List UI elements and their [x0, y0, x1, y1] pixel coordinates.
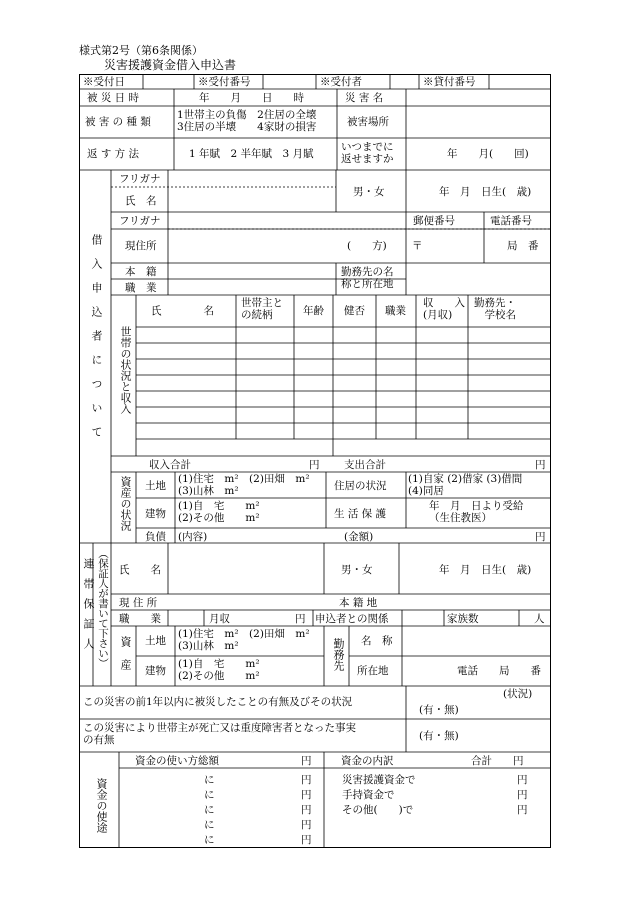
- household-side-label: 世帯の状況と収入: [119, 326, 132, 414]
- occupation-label: 職 業: [125, 282, 157, 294]
- guarantor-address-label: 現 住 所: [119, 597, 158, 609]
- land-detail: (1)住宅 m² (2)田畑 m² (3)山林 m²: [178, 473, 310, 497]
- applicant-furigana-label: フリガナ: [119, 173, 161, 185]
- repay-until-label: いつまでに 返せますか: [341, 141, 394, 165]
- guarantor-occupation-label: 職 業: [119, 613, 161, 625]
- funds-ni-row: に: [204, 819, 215, 831]
- funds-total-label: 資金の使い方総額: [135, 755, 219, 767]
- guarantor-monthly-yen: 円: [295, 613, 306, 625]
- damage-place-label: 被害場所: [347, 116, 389, 128]
- application-form: [79, 74, 551, 848]
- building-label: 建物: [145, 508, 166, 520]
- funds-ni-yen: 円: [301, 789, 312, 801]
- repay-options: 1 年賦 2 半年賦 3 月賦: [189, 148, 314, 160]
- col-workplace: 勤務先・ 学校名: [474, 297, 516, 321]
- phone-number-label: 電話番号: [490, 215, 532, 227]
- debt-yen: 円: [535, 531, 546, 543]
- welfare-value: 年 月 日より受給 （生住教医）: [429, 500, 524, 524]
- col-name: 氏 名: [151, 305, 214, 317]
- guarantor-building-detail: (1)自 宅 m² (2)その他 m²: [178, 658, 260, 682]
- funds-total-yen: 円: [301, 755, 312, 767]
- housing-options: (1)自家 (2)借家 (3)借間 (4)同居: [408, 473, 523, 497]
- funds-ni-row: に: [204, 774, 215, 786]
- income-total-label: 収入合計: [149, 459, 191, 471]
- address-care-of: ( 方): [347, 240, 387, 252]
- housing-status-label: 住居の状況: [334, 480, 387, 492]
- guarantor-family-label: 家族数: [447, 613, 479, 625]
- funds-ni-yen: 円: [301, 819, 312, 831]
- repay-method-label: 返 す 方 法: [87, 148, 140, 160]
- land-label: 土地: [145, 480, 166, 492]
- col-income: 収 入 (月収): [423, 297, 465, 321]
- guarantor-note: （保証人が書いて下さい）: [97, 548, 109, 668]
- applicant-name-label: 氏 名: [125, 195, 157, 207]
- domicile-label: 本 籍: [125, 266, 157, 278]
- guarantor-assets-side: 資産: [119, 636, 132, 682]
- welfare-label: 生 活 保 護: [334, 508, 387, 520]
- form-number: 様式第2号（第6条関係）: [79, 44, 203, 57]
- expense-total-yen: 円: [535, 459, 546, 471]
- receiver-label: ※受付者: [320, 76, 362, 88]
- debt-label: 負債: [145, 531, 166, 543]
- guarantor-work-place-label: 所在地: [357, 665, 389, 677]
- funds-item-yen: 円: [517, 774, 528, 786]
- funds-item-yen: 円: [517, 789, 528, 801]
- col-relation: 世帯主と の続柄: [241, 297, 283, 321]
- guarantor-work-name-label: 名 称: [361, 635, 393, 647]
- funds-ni-row: に: [204, 789, 215, 801]
- phone-office: 局 番: [507, 240, 539, 252]
- income-total-yen: 円: [309, 459, 320, 471]
- prior-disaster-status: (状況): [503, 688, 533, 700]
- prior-disaster-yesno: (有・無): [419, 704, 459, 716]
- disaster-datetime-value: 年 月 日 時: [199, 92, 304, 104]
- debt-content-label: (内容): [178, 531, 208, 543]
- col-age: 年齢: [303, 305, 324, 317]
- col-job: 職業: [385, 305, 406, 317]
- applicant-sex: 男・女: [353, 186, 385, 198]
- applicant-furigana-label-2: フリガナ: [119, 215, 161, 227]
- prior-disaster-label: この災害の前1年以内に被災したことの有無及びその状況: [83, 696, 353, 708]
- guarantor-relation-label: 申込者との関係: [315, 613, 389, 625]
- guarantor-name-label: 氏 名: [119, 564, 161, 576]
- funds-item: 手持資金で: [342, 789, 395, 801]
- funds-ni-row: に: [204, 804, 215, 816]
- guarantor-land-label: 土地: [145, 635, 166, 647]
- col-health: 健否: [344, 305, 365, 317]
- funds-sum-label: 合計 円: [471, 755, 524, 767]
- funds-item: 災害援護資金で: [342, 774, 416, 786]
- funds-breakdown-label: 資金の内訳: [341, 755, 394, 767]
- current-address-label: 現住所: [125, 240, 157, 252]
- disaster-datetime-label: 被 災 日 時: [87, 92, 140, 104]
- guarantor-work-side: 勤務先: [332, 638, 345, 671]
- funds-ni-yen: 円: [301, 774, 312, 786]
- building-detail: (1)自 宅 m² (2)その他 m²: [178, 500, 260, 524]
- expense-total-label: 支出合計: [344, 459, 386, 471]
- funds-ni-yen: 円: [301, 804, 312, 816]
- guarantor-monthly-label: 月収: [209, 613, 230, 625]
- disaster-name-label: 災 害 名: [345, 92, 384, 104]
- workplace-label: 勤務先の名 称と所在地: [341, 266, 394, 290]
- postal-code-label: 郵便番号: [413, 215, 455, 227]
- funds-ni-yen: 円: [301, 834, 312, 846]
- funds-ni-row: に: [204, 834, 215, 846]
- received-date-label: ※受付日: [83, 76, 125, 88]
- guarantor-sex: 男・女: [341, 564, 373, 576]
- assets-side-label: 資産の状況: [119, 476, 132, 531]
- received-number-label: ※受付番号: [198, 76, 251, 88]
- guarantor-persons: 人: [534, 613, 545, 625]
- applicant-birth: 年 月 日生( 歳): [439, 186, 532, 198]
- guarantor-building-label: 建物: [145, 665, 166, 677]
- damage-type-options: 1世帯主の負傷 2住居の全壊 3住居の半壊 4家財の損害: [177, 109, 317, 133]
- damage-type-label: 被 害 の 種 類: [85, 116, 151, 128]
- repay-until-value: 年 月( 回): [447, 148, 529, 160]
- debt-amount-label: (金額): [344, 531, 374, 543]
- guarantor-land-detail: (1)住宅 m² (2)田畑 m² (3)山林 m²: [178, 628, 310, 652]
- death-disability-label: この災害により世帯主が死亡又は重度障害者となった事実 の有無: [83, 722, 356, 746]
- loan-number-label: ※貸付番号: [423, 76, 476, 88]
- guarantor-phone: 電話 局 番: [457, 665, 541, 677]
- form-title: 災害援護資金借入申込書: [104, 58, 237, 72]
- guarantor-side-label: 連帯保証人: [82, 558, 95, 658]
- applicant-side-label: 借入申込者について: [90, 234, 103, 450]
- funds-side-label: 資金の使途: [95, 778, 108, 833]
- guarantor-domicile-label: 本 籍 地: [339, 597, 378, 609]
- death-disability-yesno: (有・無): [419, 730, 459, 742]
- funds-item: その他( )で: [342, 804, 414, 816]
- postal-mark: 〒: [412, 240, 423, 252]
- funds-item-yen: 円: [517, 804, 528, 816]
- guarantor-birth: 年 月 日生( 歳): [439, 564, 532, 576]
